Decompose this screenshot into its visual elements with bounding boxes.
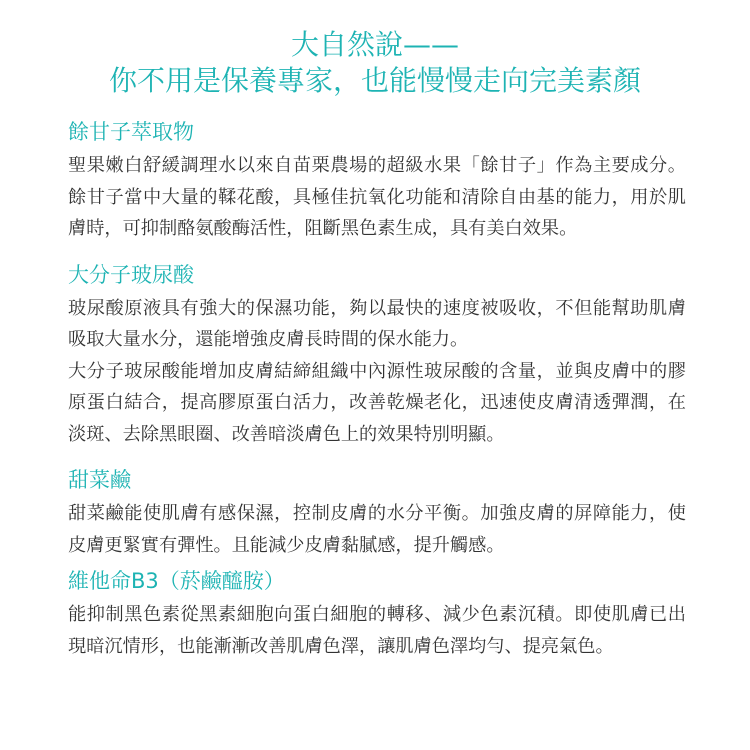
section-spacer [68,245,686,259]
section-title: 甜菜鹼 [68,468,131,492]
section-paragraph: 聖果嫩白舒緩調理水以來自苗栗農場的超級水果「餘甘子」作為主要成分。餘甘子當中大量的鞣花酸，具極佳抗氧化功能和清除自由基的能力，用於肌膚時，可抑制酪氨酸酶活性，阻斷黑色素生成，具有美白效果。 [68,155,686,239]
section-title: 大分子玻尿酸 [68,262,194,287]
header-headline: 你不用是保養專家，也能慢慢走向完美素顏 [108,64,641,97]
section-spacer [68,450,686,464]
section-paragraph: 大分子玻尿酸能增加皮膚結締組織中內源性玻尿酸的含量，並與皮膚中的膠原蛋白結合，提高膠原蛋白活力，改善乾燥老化，迅速使皮膚清透彈潤，在淡斑、去除黑眼圈、改善暗淡膚色上的效果特別明顯。 [68,360,686,445]
header-tagline: 大自然說—— [290,28,459,61]
ingredient-section [68,259,686,451]
section-paragraph: 玻尿酸原液具有強大的保濕功能，夠以最快的速度被吸收，不但能幫助肌膚吸取大量水分，還能增強皮膚長時間的保水能力。 [68,297,686,350]
ingredient-section [68,464,686,561]
ingredient-section [68,116,686,245]
ingredient-section [68,565,686,662]
section-paragraph: 能抑制黑色素從黑素細胞向蛋白細胞的轉移、減少色素沉積。即使肌膚已出現暗沉情形，也能漸漸改善肌膚色澤，讓肌膚色澤均勻、提亮氣色。 [68,604,686,657]
section-title: 餘甘子萃取物 [68,120,194,144]
header [0,28,750,100]
ingredient-list [68,116,686,662]
section-title: 維他命B3（菸鹼醯胺） [68,569,285,593]
section-paragraph: 甜菜鹼能使肌膚有感保濕，控制皮膚的水分平衡。加強皮膚的屏障能力，使皮膚更緊實有彈性。且能減少皮膚黏膩感，提升觸感。 [68,503,686,556]
